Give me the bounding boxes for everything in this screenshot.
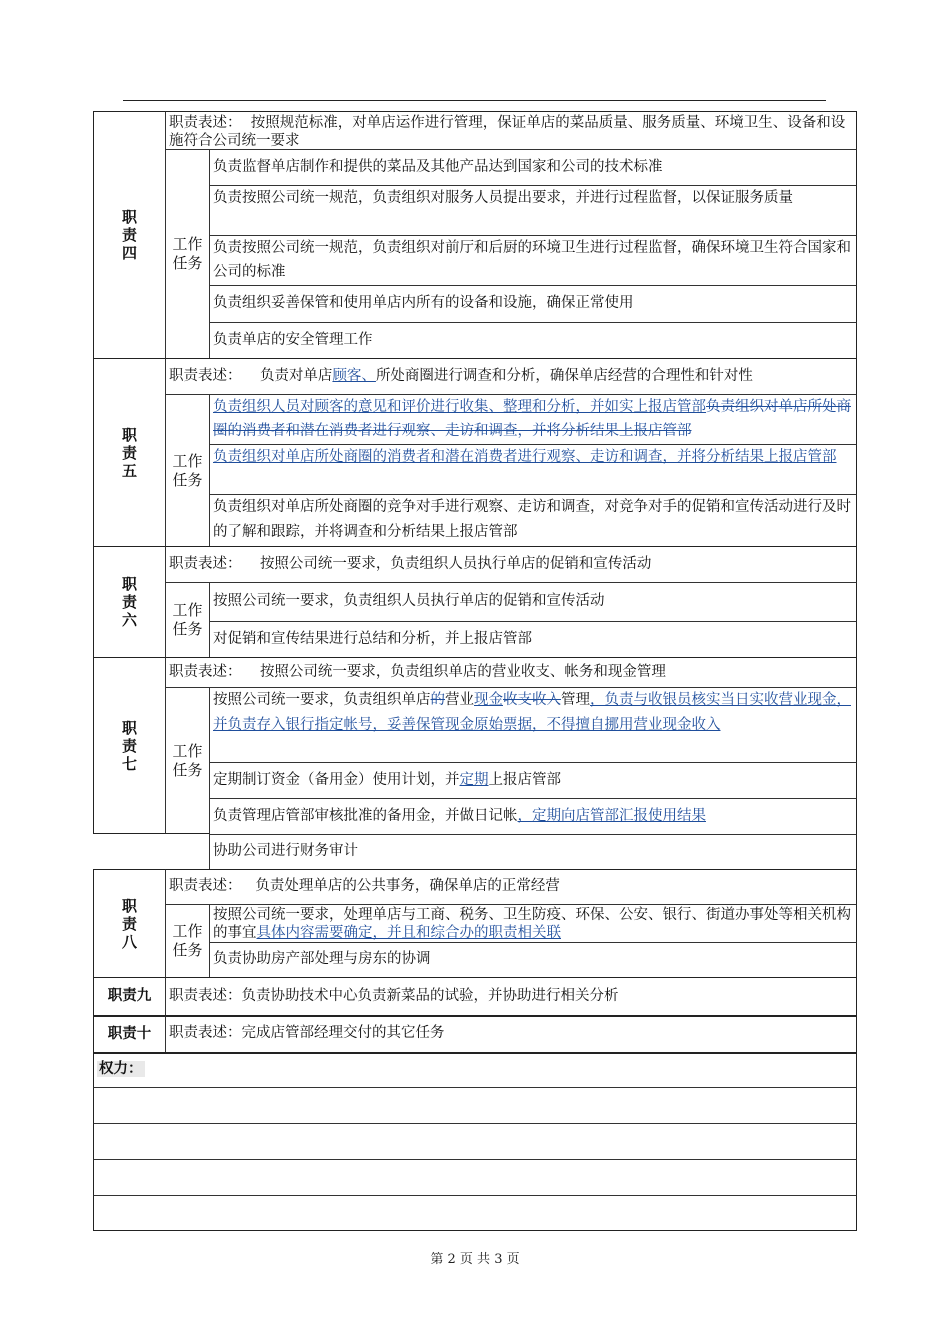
page-number: 第 2 页 共 3 页 (430, 1252, 520, 1267)
duty-label: 职责四 (93, 111, 165, 358)
power-row (93, 1087, 857, 1123)
inserted-text: ，定期向店管部汇报使用结果 (517, 808, 706, 824)
task-item: 对促销和宣传结果进行总结和分析，并上报店管部 (209, 621, 857, 657)
task-label: 工作任务 (165, 687, 209, 834)
inserted-text: 现金 (474, 692, 503, 708)
duty-label: 职责六 (93, 546, 165, 657)
task-item: 负责管理店管部审核批准的备用金，并做日记帐，定期向店管部汇报使用结果 (209, 798, 857, 834)
duty-description: 职责表述： 负责处理单店的公共事务，确保单店的正常经营 (165, 869, 857, 904)
inserted-text: 负责组织对单店所处商圈的消费者和潜在消费者进行观察、走访和调查，并将分析结果上报店管部 (213, 449, 837, 465)
task-item: 定期制订资金（备用金）使用计划，并定期上报店管部 (209, 762, 857, 798)
inserted-text: 负责组织人员对顾客的意见和评价进行收集、整理和分析，并如实上报店管部 (213, 399, 706, 415)
duty-label: 职责五 (93, 358, 165, 546)
duty-description: 职责表述： 负责对单店顾客、所处商圈进行调查和分析，确保单店经营的合理性和针对性 (165, 358, 857, 394)
inserted-text: 顾客、 (332, 368, 376, 384)
task-item: 按照公司统一要求，处理单店与工商、税务、卫生防疫、环保、公安、银行、街道办事处等相关机构的事宜具体内容需要确定，并且和综合办的职责相关联 (209, 904, 857, 942)
duty-description: 职责表述：完成店管部经理交付的其它任务 (165, 1015, 857, 1052)
deleted-text: 的 (430, 692, 445, 708)
power-section (93, 1052, 857, 1231)
duty-section-8 (93, 869, 857, 977)
duty-label: 职责八 (93, 869, 165, 977)
duty-section-5 (93, 358, 857, 546)
task-item: 负责按照公司统一规范，负责组织对前厅和后厨的环境卫生进行过程监督，确保环境卫生符合国家和公司的标准 (209, 235, 857, 285)
inserted-text: 具体内容需要确定，并且和综合办的职责相关联 (256, 925, 561, 941)
duty-section-7 (93, 657, 857, 869)
duty-label: 职责九 (93, 977, 165, 1015)
task-item: 负责组织妥善保管和使用单店内所有的设备和设施，确保正常使用 (209, 285, 857, 322)
power-row (93, 1195, 857, 1231)
inserted-text: 定期 (459, 772, 489, 788)
duty-label: 职责七 (93, 657, 165, 834)
power-row (93, 1123, 857, 1159)
duty-section-9 (93, 977, 857, 1015)
task-item: 按照公司统一要求，负责组织人员执行单店的促销和宣传活动 (209, 582, 857, 621)
duty-description: 职责表述：负责协助技术中心负责新菜品的试验，并协助进行相关分析 (165, 977, 857, 1015)
deleted-text: 收支收入 (503, 692, 561, 708)
power-row (93, 1159, 857, 1195)
duty-description: 职责表述： 按照公司统一要求，负责组织单店的营业收支、帐务和现金管理 (165, 657, 857, 687)
task-label: 工作任务 (165, 582, 209, 657)
task-item: 按照公司统一要求，负责组织单店的营业现金收支收入管理，负责与收银员核实当日实收营业现金，并负责存入银行指定帐号，妥善保管现金原始票据，不得擅自挪用营业现金收入 (209, 687, 857, 762)
task-item (209, 444, 857, 494)
task-item: 协助公司进行财务审计 (209, 834, 857, 869)
task-label: 工作任务 (165, 394, 209, 546)
duty-section-4 (93, 111, 857, 358)
task-item: 负责监督单店制作和提供的菜品及其他产品达到国家和公司的技术标准 (209, 149, 857, 185)
duty-section-10 (93, 1015, 857, 1052)
header-rule (123, 100, 826, 101)
power-label: 权力： (99, 1061, 143, 1077)
task-item: 负责协助房产部处理与房东的协调 (209, 942, 857, 977)
task-item (209, 394, 857, 444)
duty-section-6 (93, 546, 857, 657)
task-item: 负责单店的安全管理工作 (209, 322, 857, 358)
duty-label: 职责十 (93, 1015, 165, 1052)
task-item: 负责组织对单店所处商圈的竞争对手进行观察、走访和调查，对竞争对手的促销和宣传活动进行及时的了解和跟踪，并将调查和分析结果上报店管部 (209, 494, 857, 546)
task-label: 工作任务 (165, 904, 209, 977)
duty-description: 职责表述： 按照规范标准，对单店运作进行管理，保证单店的菜品质量、服务质量、环境卫生、设备和设施符合公司统一要求 (165, 111, 857, 149)
duty-description: 职责表述： 按照公司统一要求，负责组织人员执行单店的促销和宣传活动 (165, 546, 857, 582)
power-header (93, 1052, 857, 1087)
task-item: 负责按照公司统一规范，负责组织对服务人员提出要求，并进行过程监督，以保证服务质量 (209, 185, 857, 235)
task-label: 工作任务 (165, 149, 209, 358)
deleted-text: 负责组织对单店所处商圈的消费者和潜在消费者进行观察、走访和调查，并将分析结果上报店管部 (213, 399, 851, 439)
inserted-text: ，负责与收银员核实当日实收营业现金，并负责存入银行指定帐号，妥善保管现金原始票据，不得擅自挪用营业现金收入 (213, 692, 851, 733)
